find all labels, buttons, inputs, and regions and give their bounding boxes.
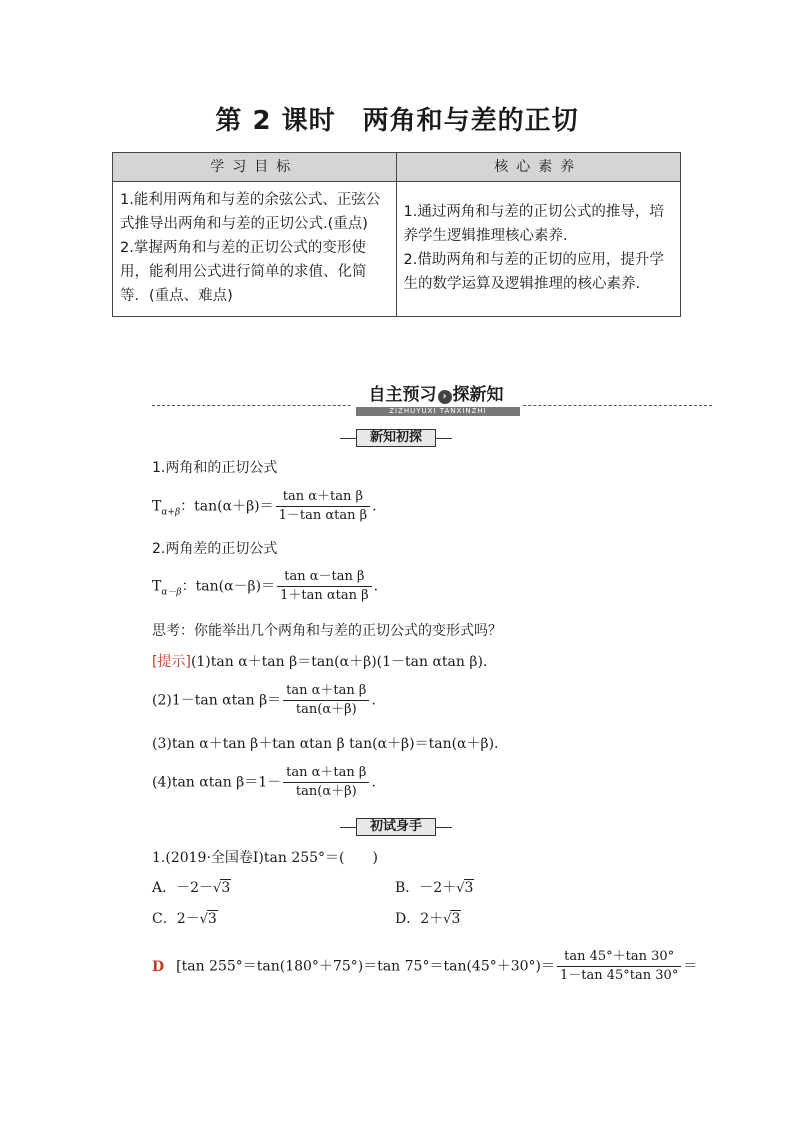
tag-first-try (340, 818, 452, 836)
k2-label-sub: α－β (161, 587, 182, 598)
tag-new-knowledge (340, 429, 452, 447)
option-b: B．－2＋√3 (395, 880, 474, 896)
k1-tail: . (372, 498, 377, 515)
k2-fraction (277, 568, 372, 605)
k2-label: T (152, 578, 162, 595)
competency-item-1: 1.通过两角和与差的正切公式的推导，培养学生逻辑推理核心素养. (403, 204, 664, 244)
goals-header-left: 学习目标 (113, 153, 397, 182)
option-c: C．2－√3 (152, 911, 217, 927)
banner-title-right: 探新知 (452, 385, 504, 405)
goals-right-cell (396, 182, 681, 317)
hint-formula-2-lhs: (2)1－tan αtan β＝ (152, 692, 282, 709)
section-banner (0, 380, 794, 415)
option-c-radicand: 3 (207, 911, 217, 927)
hint-formula-4-numerator: tan α＋tan β (283, 764, 369, 783)
option-d: D．2＋√3 (395, 911, 461, 927)
k1-lhs: ：tan(α＋β)＝ (180, 498, 274, 515)
option-d-label: D．2＋ (395, 911, 444, 927)
page-title: 第 2 课时 两角和与差的正切 (215, 106, 579, 136)
answer-letter: D (152, 958, 165, 975)
k1-label-sub: α+β (161, 507, 181, 518)
goal-item-2: 2.掌握两角和与差的正切公式的变形使用，能利用公式进行简单的求值、化简等．(重点、难点) (120, 240, 367, 304)
hint-line-3: (3)tan α＋tan β＋tan αtan β tan(α＋β)＝tan(α＋β). (152, 736, 499, 752)
banner-subtitle: ZIZHUYUXI TANXINZHI (356, 407, 520, 416)
k1-numerator: tan α＋tan β (276, 488, 371, 507)
goal-item-1: 1.能利用两角和与差的余弦公式、正弦公式推导出两角和与差的正切公式.(重点) (120, 192, 381, 232)
option-b-radicand: 3 (464, 880, 474, 896)
hint-formula-4-denominator: tan(α＋β) (295, 784, 357, 799)
hint-formula-4-tail: . (371, 774, 376, 791)
option-b-label: B．－2＋ (395, 880, 457, 896)
k1-heading: 1.两角和的正切公式 (152, 460, 278, 476)
goals-table (112, 152, 681, 317)
hint-line-2 (152, 682, 376, 719)
hint-formula-4-lhs: (4)tan αtan β＝1－ (152, 774, 282, 791)
solution-denominator: 1－tan 45°tan 30° (560, 968, 679, 983)
option-d-radicand: 3 (451, 911, 461, 927)
competency-item-2: 2.借助两角和与差的正切的应用，提升学生的数学运算及逻辑推理的核心素养. (403, 252, 664, 292)
option-c-label: C．2－ (152, 911, 200, 927)
hint-formula-2-fraction (283, 682, 369, 719)
solution-numerator: tan 45°＋tan 30° (557, 948, 681, 967)
solution-tail: ＝ (683, 958, 698, 975)
option-a: A．－2－√3 (152, 880, 231, 896)
hint-formula-1: (1)tan α＋tan β＝tan(α＋β)(1－tan αtan β). (190, 654, 488, 670)
option-a-radicand: 3 (221, 880, 231, 896)
tag-new-knowledge-label: 新知初探 (356, 429, 436, 447)
hint-line-4 (152, 764, 376, 801)
goals-left-cell (113, 182, 397, 317)
hint-formula-2-denominator: tan(α＋β) (295, 702, 357, 717)
hint-formula-2-tail: . (371, 692, 376, 709)
banner-title (351, 384, 521, 406)
k1-label: T (152, 498, 162, 515)
exercise-solution (152, 948, 697, 985)
option-a-label: A．－2－ (152, 880, 214, 896)
chevron-right-icon: › (438, 390, 452, 404)
k2-formula (152, 568, 378, 605)
k1-denominator: 1－tan αtan β (278, 508, 368, 523)
k2-numerator: tan α－tan β (277, 568, 372, 587)
banner-title-left: 自主预习 (368, 385, 437, 405)
k1-formula (152, 488, 377, 525)
hint-formula-2-numerator: tan α＋tan β (283, 682, 369, 701)
goals-header-right: 核心素养 (396, 153, 681, 182)
solution-text: [tan 255°＝tan(180°＋75°)＝tan 75°＝tan(45°＋30°)＝ (176, 958, 556, 975)
hint-formula-4-fraction (283, 764, 369, 801)
k2-heading: 2.两角差的正切公式 (152, 541, 278, 557)
hint-line-1 (152, 651, 487, 673)
hint-label: [提示] (152, 654, 191, 670)
solution-fraction (557, 948, 681, 985)
k2-denominator: 1＋tan αtan β (280, 588, 369, 603)
k1-fraction (276, 488, 371, 525)
think-question: 思考：你能举出几个两角和与差的正切公式的变形式吗？ (152, 623, 502, 639)
exercise-question: 1.(2019·全国卷Ⅰ)tan 255°＝( ) (152, 850, 378, 866)
tag-first-try-label: 初试身手 (356, 818, 436, 836)
k2-lhs: ：tan(α－β)＝ (181, 578, 276, 595)
k2-tail: . (373, 578, 379, 595)
